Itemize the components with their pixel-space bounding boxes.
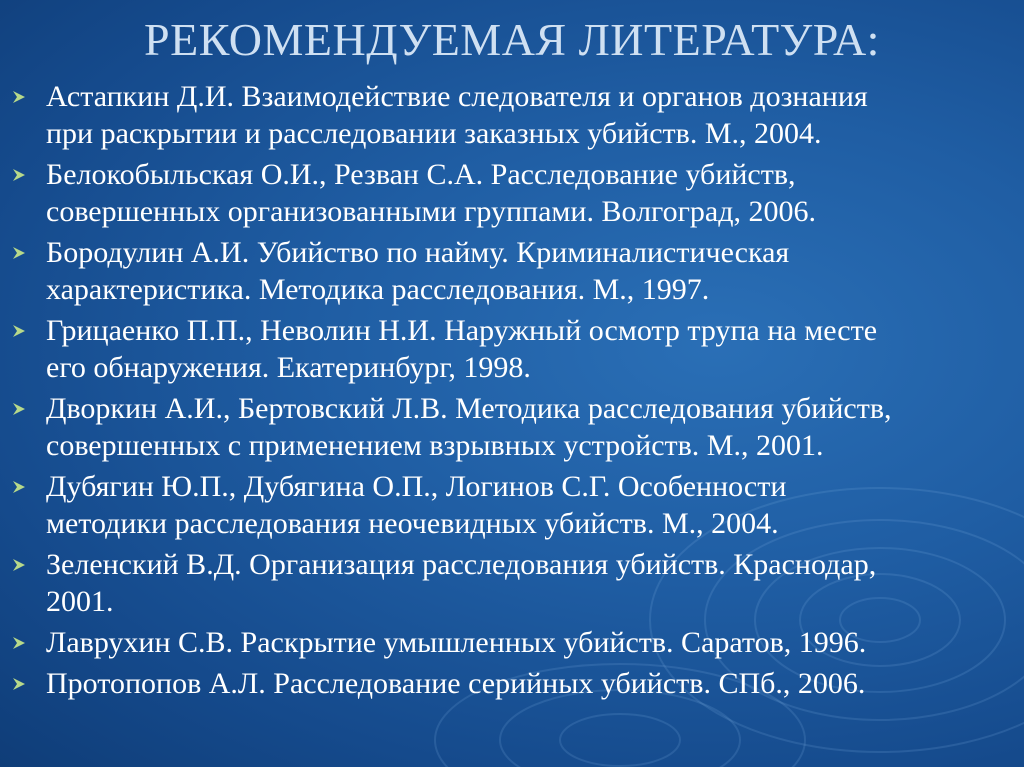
arrowhead-bullet-icon — [12, 246, 26, 260]
arrowhead-bullet-icon — [12, 168, 26, 182]
literature-item-line-1: Дворкин А.И., Бертовский Л.В. Методика расследования убийств, — [46, 392, 892, 425]
arrowhead-bullet-icon — [12, 324, 26, 338]
literature-item — [12, 624, 1012, 661]
literature-list — [12, 78, 1012, 706]
literature-item-line-1: Зеленский В.Д. Организация расследования убийств. Краснодар, — [46, 548, 877, 581]
literature-item — [12, 312, 1012, 386]
literature-item-line-2: 2001. — [46, 585, 114, 618]
literature-item-line-2: совершенных организованными группами. Волгоград, 2006. — [46, 195, 816, 228]
slide-title: РЕКОМЕНДУЕМАЯ ЛИТЕРАТУРА: — [144, 14, 880, 65]
literature-item-line-1: Астапкин Д.И. Взаимодействие следователя и органов дознания — [46, 80, 868, 113]
literature-item — [12, 665, 1012, 702]
literature-item-line-1: Белокобыльская О.И., Резван С.А. Расследование убийств, — [46, 158, 796, 191]
arrowhead-bullet-icon — [12, 402, 26, 416]
literature-item-line-1: Дубягин Ю.П., Дубягина О.П., Логинов С.Г. Особенности — [46, 470, 787, 503]
literature-item — [12, 156, 1012, 230]
arrowhead-bullet-icon — [12, 636, 26, 650]
literature-item — [12, 234, 1012, 308]
literature-item — [12, 546, 1012, 620]
literature-item — [12, 78, 1012, 152]
literature-item-line-2: его обнаружения. Екатеринбург, 1998. — [46, 351, 531, 384]
literature-item-line-1: Грицаенко П.П., Неволин Н.И. Наружный осмотр трупа на месте — [46, 314, 878, 347]
literature-item-line-2: при раскрытии и расследовании заказных убийств. М., 2004. — [46, 117, 822, 150]
literature-item-line-1: Протопопов А.Л. Расследование серийных убийств. СПб., 2006. — [46, 667, 866, 700]
literature-item-line-2: характеристика. Методика расследования. М., 1997. — [46, 273, 710, 306]
arrowhead-bullet-icon — [12, 90, 26, 104]
literature-item-line-1: Бородулин А.И. Убийство по найму. Криминалистическая — [46, 236, 790, 269]
literature-item-line-1: Лаврухин С.В. Раскрытие умышленных убийств. Саратов, 1996. — [46, 626, 867, 659]
literature-item-line-2: совершенных с применением взрывных устройств. М., 2001. — [46, 429, 824, 462]
arrowhead-bullet-icon — [12, 677, 26, 691]
literature-item-line-2: методики расследования неочевидных убийств. М., 2004. — [46, 507, 779, 540]
literature-item — [12, 390, 1012, 464]
arrowhead-bullet-icon — [12, 558, 26, 572]
literature-item — [12, 468, 1012, 542]
arrowhead-bullet-icon — [12, 480, 26, 494]
